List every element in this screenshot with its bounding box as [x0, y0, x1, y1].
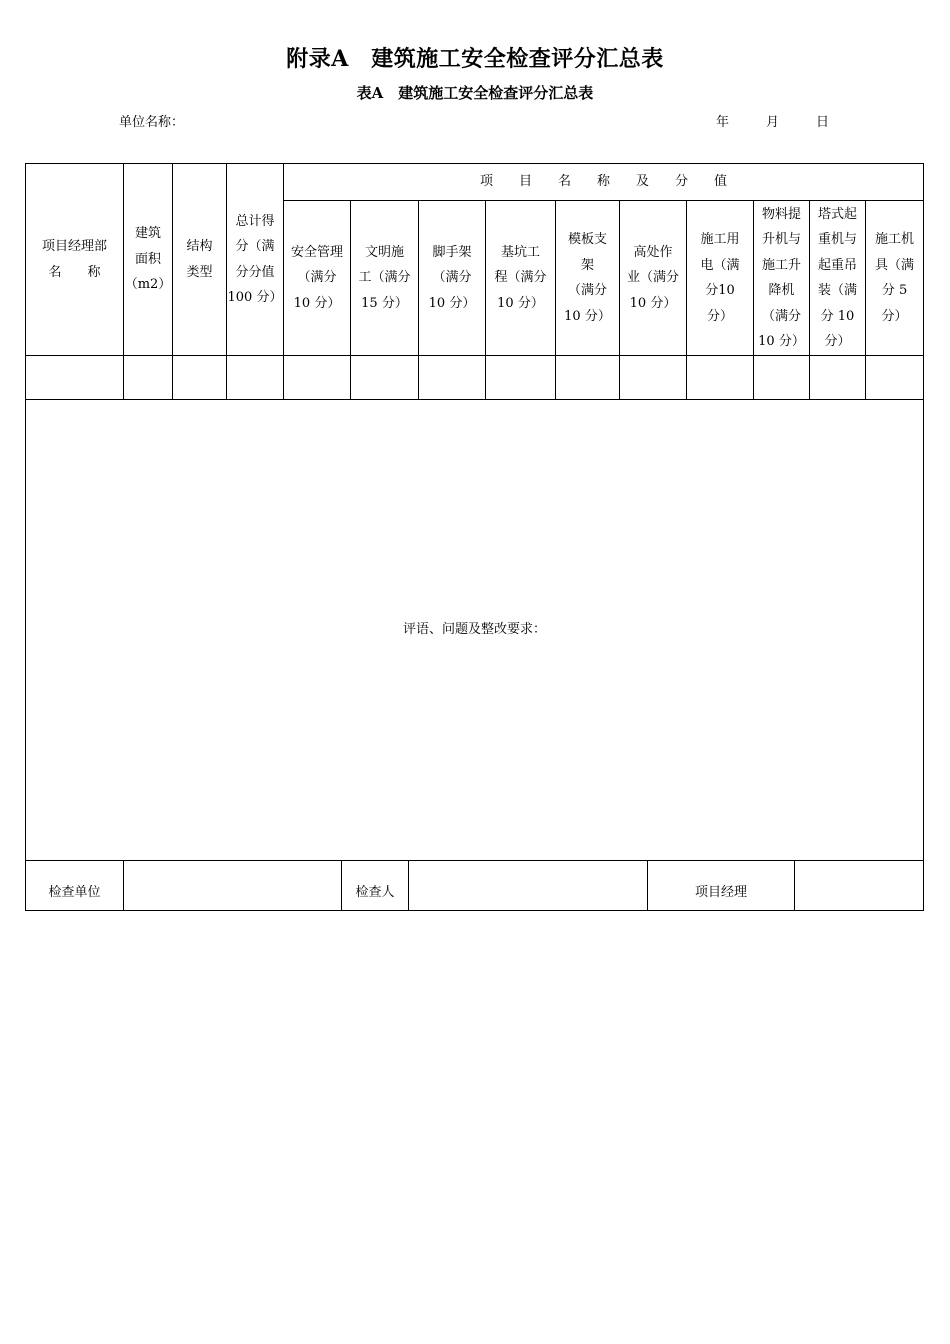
header-line: 总计得 — [235, 213, 275, 229]
header-line: 降机 — [768, 283, 795, 298]
item-text — [494, 240, 546, 317]
structure-type-header — [173, 164, 227, 356]
header-line: 安全管理 — [290, 244, 343, 260]
header-line: （m2） — [124, 277, 172, 293]
project-dept-text — [42, 234, 107, 285]
header-line: 施工用 — [700, 232, 740, 247]
entry-cell[interactable] — [866, 356, 924, 400]
data-entry-row — [26, 356, 924, 400]
header-line: 施工升 — [761, 257, 801, 273]
page-title: 附录A 建筑施工安全检查评分汇总表 — [286, 46, 664, 72]
date-year-label: 年 — [716, 115, 730, 130]
comments-area[interactable] — [26, 400, 924, 861]
entry-cell[interactable] — [810, 356, 866, 400]
header-line: 起重吊 — [817, 257, 857, 273]
project-manager-label: 项目经理 — [648, 861, 795, 911]
header-line: 类型 — [186, 264, 213, 280]
item-text — [291, 240, 343, 317]
entry-cell[interactable] — [284, 356, 351, 400]
total-score-text — [228, 209, 283, 311]
header-line: 分分值 — [235, 264, 275, 280]
header-line: 电（满 — [700, 257, 740, 273]
entry-cell[interactable] — [124, 356, 173, 400]
entry-cell[interactable] — [173, 356, 227, 400]
entry-cell[interactable] — [754, 356, 810, 400]
header-line: 结构 — [186, 239, 213, 254]
project-manager-field[interactable] — [795, 861, 924, 911]
entry-cell[interactable] — [556, 356, 620, 400]
header-line: 重机与 — [817, 232, 857, 247]
header-line: 文明施 — [364, 244, 404, 260]
inspector-field[interactable] — [409, 861, 648, 911]
table-subtitle: 表A 建筑施工安全检查评分汇总表 — [356, 84, 594, 102]
item-header-civilized-construction — [351, 201, 419, 356]
header-line: 100 分） — [227, 290, 283, 305]
header-line: 10 分） — [758, 334, 805, 349]
header-line: （满分 — [761, 308, 801, 324]
header-line: 模板支 — [567, 232, 607, 247]
item-header-tower-crane — [810, 201, 866, 356]
item-text — [818, 202, 857, 355]
header-line: 分） — [706, 308, 733, 324]
item-header-material-hoist — [754, 201, 810, 356]
item-text — [875, 227, 914, 329]
building-area-text — [125, 221, 172, 298]
item-header-construction-electricity — [687, 201, 754, 356]
entry-cell[interactable] — [620, 356, 687, 400]
item-text — [758, 202, 805, 355]
unit-name-label: 单位名称： — [119, 115, 185, 130]
header-line: 分） — [881, 308, 908, 324]
header-line: 10 分） — [428, 295, 476, 311]
header-line: 施工机 — [875, 232, 915, 247]
structure-type-text — [186, 234, 212, 285]
item-header-safety-management — [284, 201, 351, 356]
inspection-unit-field[interactable] — [124, 861, 342, 911]
date-day-label: 日 — [816, 115, 830, 130]
header-line: 架 — [580, 257, 594, 273]
inspection-unit-label: 检查单位 — [26, 861, 124, 911]
item-text — [700, 227, 739, 329]
header-line: 塔式起 — [817, 206, 857, 222]
header-line: 分） — [824, 334, 851, 349]
header-line: （满分 — [297, 270, 337, 286]
item-text — [358, 240, 410, 317]
header-line: 具（满 — [875, 257, 915, 273]
header-line: 10 分） — [629, 295, 677, 311]
entry-cell[interactable] — [26, 356, 124, 400]
item-header-formwork-support — [556, 201, 620, 356]
item-text — [627, 240, 679, 317]
item-header-scaffolding — [419, 201, 486, 356]
header-line: 10 分） — [293, 295, 341, 311]
inspector-label: 检查人 — [342, 861, 409, 911]
header-line: 15 分） — [361, 295, 408, 311]
date-month-label: 月 — [766, 115, 780, 130]
item-header-construction-machinery — [866, 201, 924, 356]
header-line: （满分 — [432, 270, 472, 286]
header-line: 面积 — [134, 251, 161, 267]
comments-label: 评语、问题及整改要求： — [403, 622, 547, 638]
header-line: 基坑工 — [500, 244, 540, 260]
item-text — [564, 227, 611, 329]
item-text — [429, 240, 476, 317]
header-line: 分10 — [705, 283, 735, 298]
score-summary-table — [25, 163, 924, 861]
header-line: 装（满 — [817, 283, 857, 298]
item-header-foundation-pit — [486, 201, 556, 356]
entry-cell[interactable] — [687, 356, 754, 400]
item-header-work-at-height — [620, 201, 687, 356]
items-group-header: 项 目 名 称 及 分 值 — [284, 164, 924, 201]
header-line: （满分 — [567, 283, 607, 298]
header-line: 高处作 — [633, 244, 673, 260]
entry-cell[interactable] — [419, 356, 486, 400]
total-score-header — [227, 164, 284, 356]
header-line: 10 分） — [497, 295, 544, 311]
header-line: 物料提 — [761, 206, 801, 222]
header-line: 建筑 — [134, 226, 161, 242]
header-line: 分 10 — [820, 308, 855, 324]
entry-cell[interactable] — [351, 356, 419, 400]
signature-table — [25, 860, 924, 911]
header-line: 项目经理部 — [41, 239, 107, 254]
project-dept-header — [26, 164, 124, 356]
entry-cell[interactable] — [227, 356, 284, 400]
header-line: 业（满分 — [626, 270, 679, 286]
header-line: 工（满分 — [358, 270, 411, 286]
header-line: 升机与 — [761, 232, 801, 247]
building-area-header — [124, 164, 173, 356]
entry-cell[interactable] — [486, 356, 556, 400]
header-line: 脚手架 — [432, 244, 472, 260]
header-line: 分 5 — [881, 283, 908, 298]
header-line: 分（满 — [235, 239, 275, 254]
header-line: 10 分） — [564, 308, 611, 324]
header-line: 名 称 — [48, 264, 101, 280]
header-line: 程（满分 — [494, 270, 547, 286]
